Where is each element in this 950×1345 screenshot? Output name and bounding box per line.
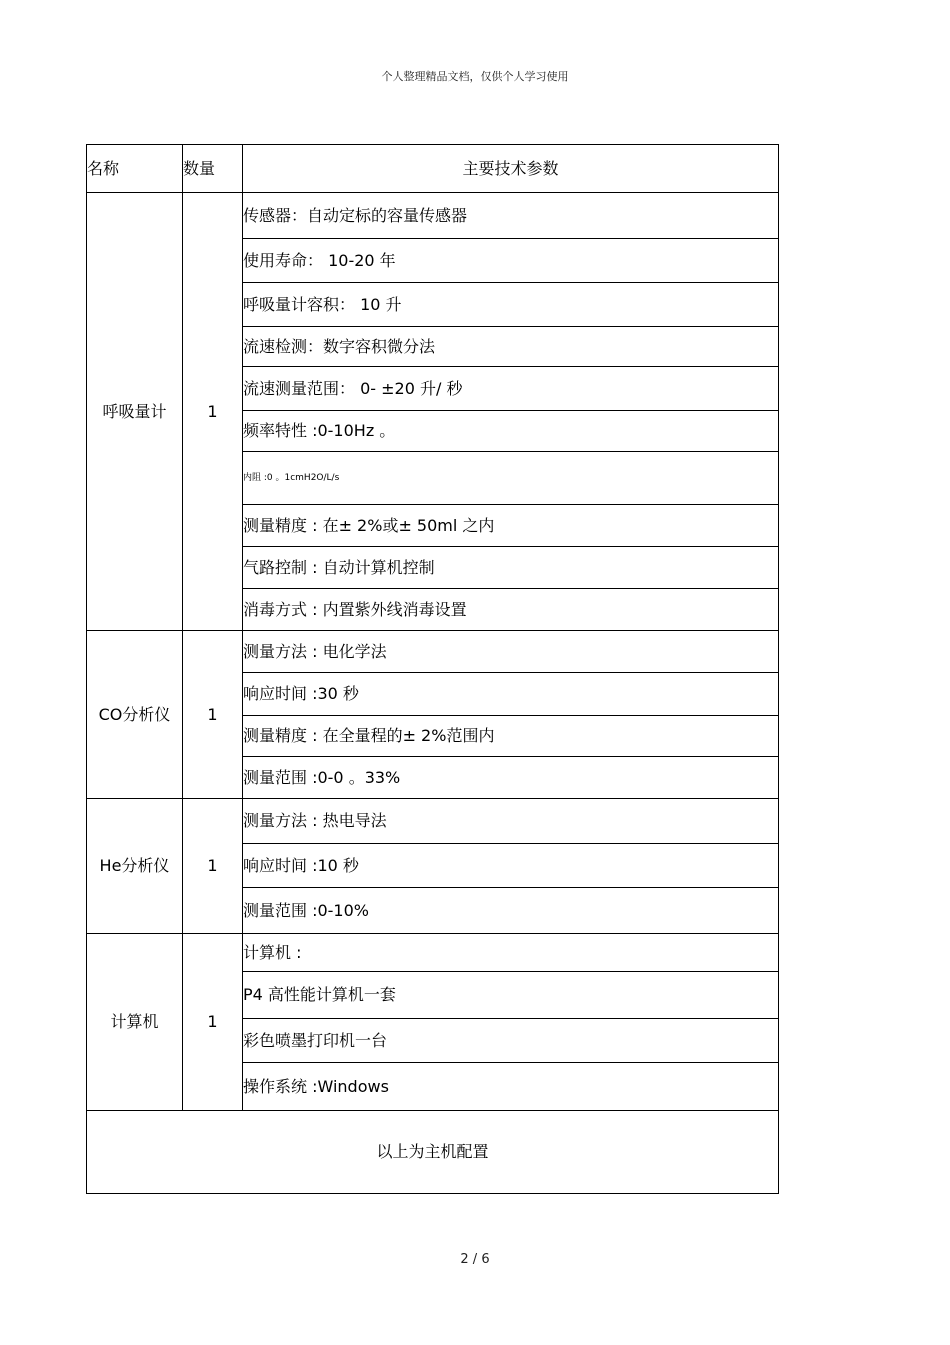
param-cell: 计算机 :: [243, 934, 779, 972]
param-cell: 内阻 :0 。1cmH2O/L/s: [243, 452, 779, 505]
param-cell: 气路控制 : 自动计算机控制: [243, 547, 779, 589]
param-cell: 传感器：自动定标的容量传感器: [243, 193, 779, 239]
item-name-he-analyzer: He分析仪: [87, 799, 183, 934]
param-cell: 响应时间 :10 秒: [243, 844, 779, 888]
param-cell: 呼吸量计容积： 10 升: [243, 283, 779, 327]
item-qty: 1: [183, 193, 243, 631]
param-cell: 消毒方式 : 内置紫外线消毒设置: [243, 589, 779, 631]
item-name-spirometer: 呼吸量计: [87, 193, 183, 631]
item-qty: 1: [183, 631, 243, 799]
param-cell: 彩色喷墨打印机一台: [243, 1019, 779, 1063]
param-cell: 流速测量范围： 0- ±20 升/ 秒: [243, 367, 779, 411]
header-name: 名称: [87, 145, 183, 193]
item-name-computer: 计算机: [87, 934, 183, 1111]
item-qty: 1: [183, 799, 243, 934]
table-row: [87, 631, 779, 673]
table-row: [87, 934, 779, 972]
spec-table: [86, 144, 779, 1194]
param-cell: 频率特性 :0-10Hz 。: [243, 411, 779, 452]
page-header: 个人整理精品文档，仅供个人学习使用: [381, 70, 569, 83]
param-cell: P4 高性能计算机一套: [243, 972, 779, 1019]
param-cell: 测量精度 : 在± 2%或± 50ml 之内: [243, 505, 779, 547]
param-cell: 测量方法 : 热电导法: [243, 799, 779, 844]
table-header-row: [87, 145, 779, 193]
param-cell: 测量范围 :0-10%: [243, 888, 779, 934]
item-qty: 1: [183, 934, 243, 1111]
table-row: [87, 799, 779, 844]
item-name-co-analyzer: CO分析仪: [87, 631, 183, 799]
table-footer-note: 以上为主机配置: [87, 1111, 779, 1194]
header-qty: 数量: [183, 145, 243, 193]
param-cell: 测量精度 : 在全量程的± 2%范围内: [243, 716, 779, 757]
table-row: [87, 193, 779, 239]
param-cell: 流速检测：数字容积微分法: [243, 327, 779, 367]
table-footer-row: [87, 1111, 779, 1194]
param-cell: 使用寿命： 10-20 年: [243, 239, 779, 283]
page-number: 2 / 6: [460, 1252, 490, 1267]
param-cell: 响应时间 :30 秒: [243, 673, 779, 716]
header-params: 主要技术参数: [243, 145, 779, 193]
param-cell: 操作系统 :Windows: [243, 1063, 779, 1111]
param-cell: 测量方法 : 电化学法: [243, 631, 779, 673]
param-cell: 测量范围 :0-0 。33%: [243, 757, 779, 799]
